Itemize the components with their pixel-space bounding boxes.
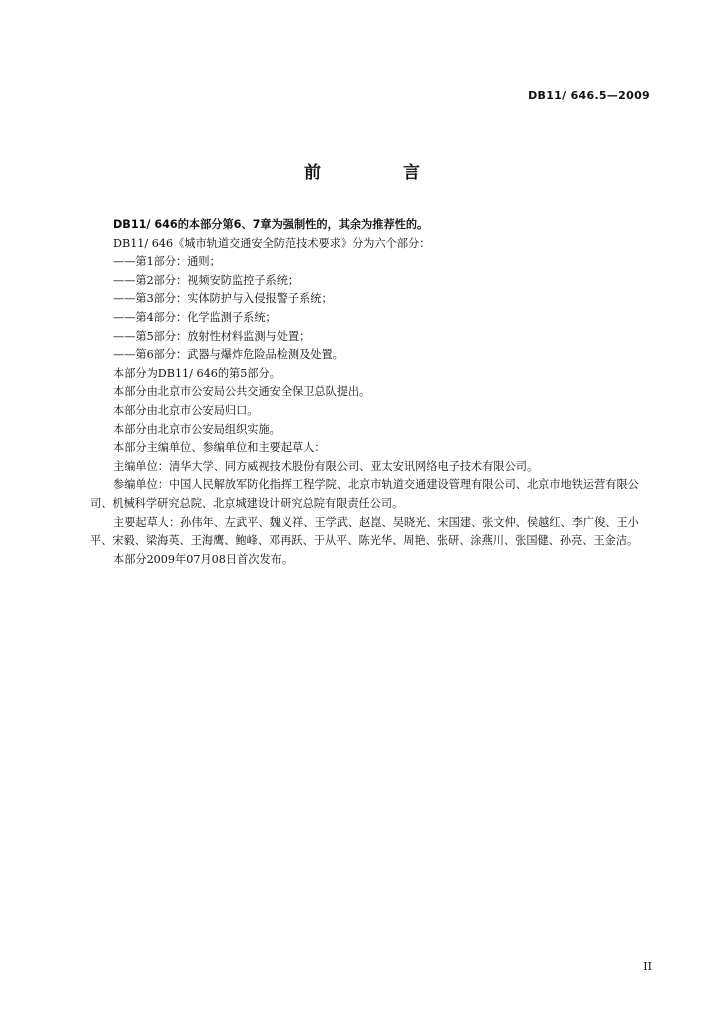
participating-units-paragraph: 参编单位：中国人民解放军防化指挥工程学院、北京市轨道交通建设管理有限公司、北京市地铁运营有限公司、机械科学研究总院、北京城建设计研究总院有限责任公司。 (90, 478, 639, 510)
part-list-item-6: ——第6部分：武器与爆炸危险品检测及处置。 (113, 348, 344, 362)
drafting-units-intro-paragraph: 本部分主编单位、参编单位和主要起草人： (113, 441, 326, 455)
foreword-body (90, 216, 650, 569)
part-number-paragraph: 本部分为DB11/ 646的第5部分。 (113, 366, 281, 380)
main-drafters-paragraph: 主要起草人：孙伟年、左武平、魏义祥、王学武、赵崑、吴晓光、宋国建、张文仲、侯越红、李广俊、王小平、宋毅、梁海英、王海鹰、鲍峰、邓再跃、于从平、陈光华、周艳、张研、涂燕川、张国健、孙亮、王金洁。 (90, 515, 639, 548)
implemented-by-paragraph: 本部分由北京市公安局组织实施。 (113, 422, 281, 436)
chief-editor-units-paragraph: 主编单位：清华大学、同方威视技术股份有限公司、亚太安讯网络电子技术有限公司。 (113, 459, 539, 473)
standard-code-header: DB11/ 646.5—2009 (528, 89, 650, 102)
part-list-item-2: ——第2部分：视频安防监控子系统； (113, 273, 300, 287)
part-list-item-5: ——第5部分：放射性材料监测与处置； (113, 329, 311, 343)
page-number: II (643, 960, 652, 973)
part-list-item-1: ——第1部分：通则； (113, 255, 221, 269)
release-date-paragraph: 本部分2009年07月08日首次发布。 (113, 552, 294, 566)
part-list-item-3: ——第3部分：实体防护与入侵报警子系统； (113, 292, 333, 306)
page-title: 前 言 (304, 163, 458, 183)
proposed-by-paragraph: 本部分由北京市公安局公共交通安全保卫总队提出。 (113, 385, 371, 399)
part-list-item-4: ——第4部分：化学监测子系统； (113, 310, 277, 324)
parts-intro-paragraph: DB11/ 646《城市轨道交通安全防范技术要求》分为六个部分： (113, 236, 431, 250)
centralized-by-paragraph: 本部分由北京市公安局归口。 (113, 403, 259, 417)
mandatory-clause-paragraph: DB11/ 646的本部分第6、7章为强制性的，其余为推荐性的。 (113, 218, 429, 231)
